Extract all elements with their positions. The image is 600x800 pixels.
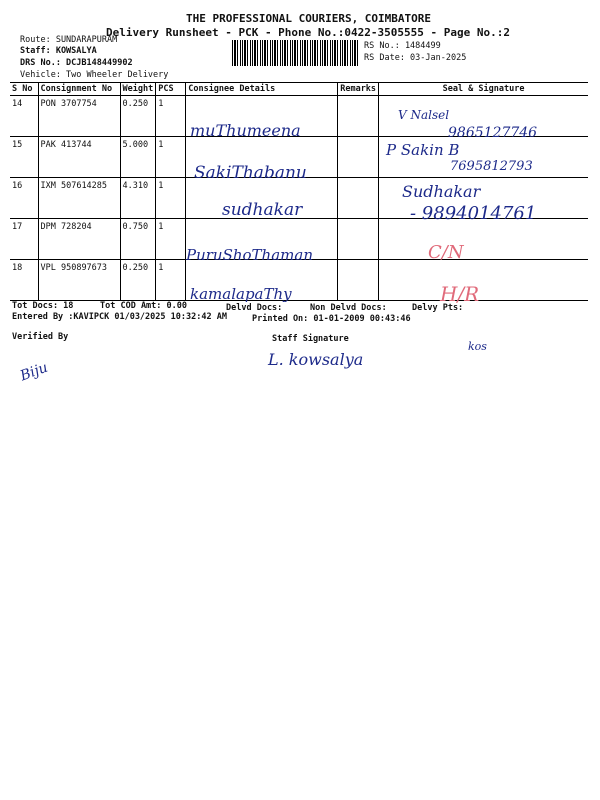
col-remarks: Remarks — [338, 83, 379, 96]
drs-no: DRS No.: DCJB148449902 — [20, 58, 133, 68]
tot-cod: Tot COD Amt: 0.00 — [100, 301, 187, 311]
sno: 18 — [10, 260, 38, 301]
vehicle: Vehicle: Two Wheeler Delivery — [20, 70, 169, 80]
initials: kos — [468, 340, 487, 353]
col-consignment: Consignment No — [38, 83, 120, 96]
pcs: 1 — [156, 260, 186, 301]
handwritten-name: muThumeena — [190, 121, 301, 140]
consignment-no: VPL 950897673 — [38, 260, 120, 301]
handwritten-name: sudhakar — [222, 200, 303, 220]
signature: V Nalsel — [398, 108, 450, 122]
col-consignee: Consignee Details — [186, 83, 338, 96]
staff-signature: L. kowsalya — [268, 350, 364, 369]
weight: 0.250 — [120, 96, 156, 137]
tot-docs: Tot Docs: 18 — [12, 301, 74, 311]
rs-no: RS No.: 1484499 — [364, 41, 441, 51]
signature-phone: 9865127746 — [448, 125, 538, 141]
table-header — [10, 83, 588, 96]
weight: 5.000 — [120, 137, 156, 178]
col-pcs: PCS — [156, 83, 186, 96]
delvy-pts: Delvy Pts: — [412, 303, 464, 313]
weight: 0.250 — [120, 260, 156, 301]
col-seal: Seal & Signature — [379, 83, 588, 96]
pcs: 1 — [156, 219, 186, 260]
handwritten-name: SakiThabanu — [194, 163, 307, 183]
pcs: 1 — [156, 96, 186, 137]
signature: Sudhakar — [402, 182, 481, 201]
handwritten-name: PuruShoThaman — [186, 246, 313, 264]
entered-by: Entered By :KAVIPCK 01/03/2025 10:32:42 AM — [12, 312, 227, 322]
consignment-no: IXM 507614285 — [38, 178, 120, 219]
verifier-signature: Biju — [18, 359, 51, 385]
pcs: 1 — [156, 178, 186, 219]
delvd-docs: Delvd Docs: — [226, 303, 283, 313]
remark-hr: H/R — [440, 282, 480, 306]
handwritten-name: kamalapaThy — [190, 285, 292, 303]
rs-date: RS Date: 03-Jan-2025 — [364, 53, 467, 63]
signature: P Sakin B — [386, 141, 460, 159]
signature-phone: - 9894014761 — [410, 203, 537, 224]
staff-signature-label: Staff Signature — [272, 334, 349, 344]
signature-phone: 7695812793 — [450, 159, 533, 174]
pcs: 1 — [156, 137, 186, 178]
sno: 14 — [10, 96, 38, 137]
barcode — [232, 40, 358, 66]
sno: 16 — [10, 178, 38, 219]
remark-cn: C/N — [428, 242, 464, 263]
runsheet-table — [10, 82, 588, 301]
sno: 15 — [10, 137, 38, 178]
company-name: THE PROFESSIONAL COURIERS, COIMBATORE — [186, 12, 432, 25]
non-delvd-docs: Non Delvd Docs: — [310, 303, 387, 313]
staff: Staff: KOWSALYA — [20, 46, 97, 56]
weight: 4.310 — [120, 178, 156, 219]
route: Route: SUNDARAPURAM — [20, 35, 118, 45]
consignment-no: PAK 413744 — [38, 137, 120, 178]
printed-on: Printed On: 01-01-2009 00:43:46 — [252, 314, 411, 324]
runsheet-title: Delivery Runsheet - PCK - Phone No.:0422-3505555 - Page No.:2 — [106, 26, 510, 39]
weight: 0.750 — [120, 219, 156, 260]
consignment-no: DPM 728204 — [38, 219, 120, 260]
table-row — [10, 260, 588, 301]
col-weight: Weight — [120, 83, 156, 96]
consignment-no: PON 3707754 — [38, 96, 120, 137]
col-sno: S No — [10, 83, 38, 96]
verified-by: Verified By — [12, 332, 69, 342]
sno: 17 — [10, 219, 38, 260]
